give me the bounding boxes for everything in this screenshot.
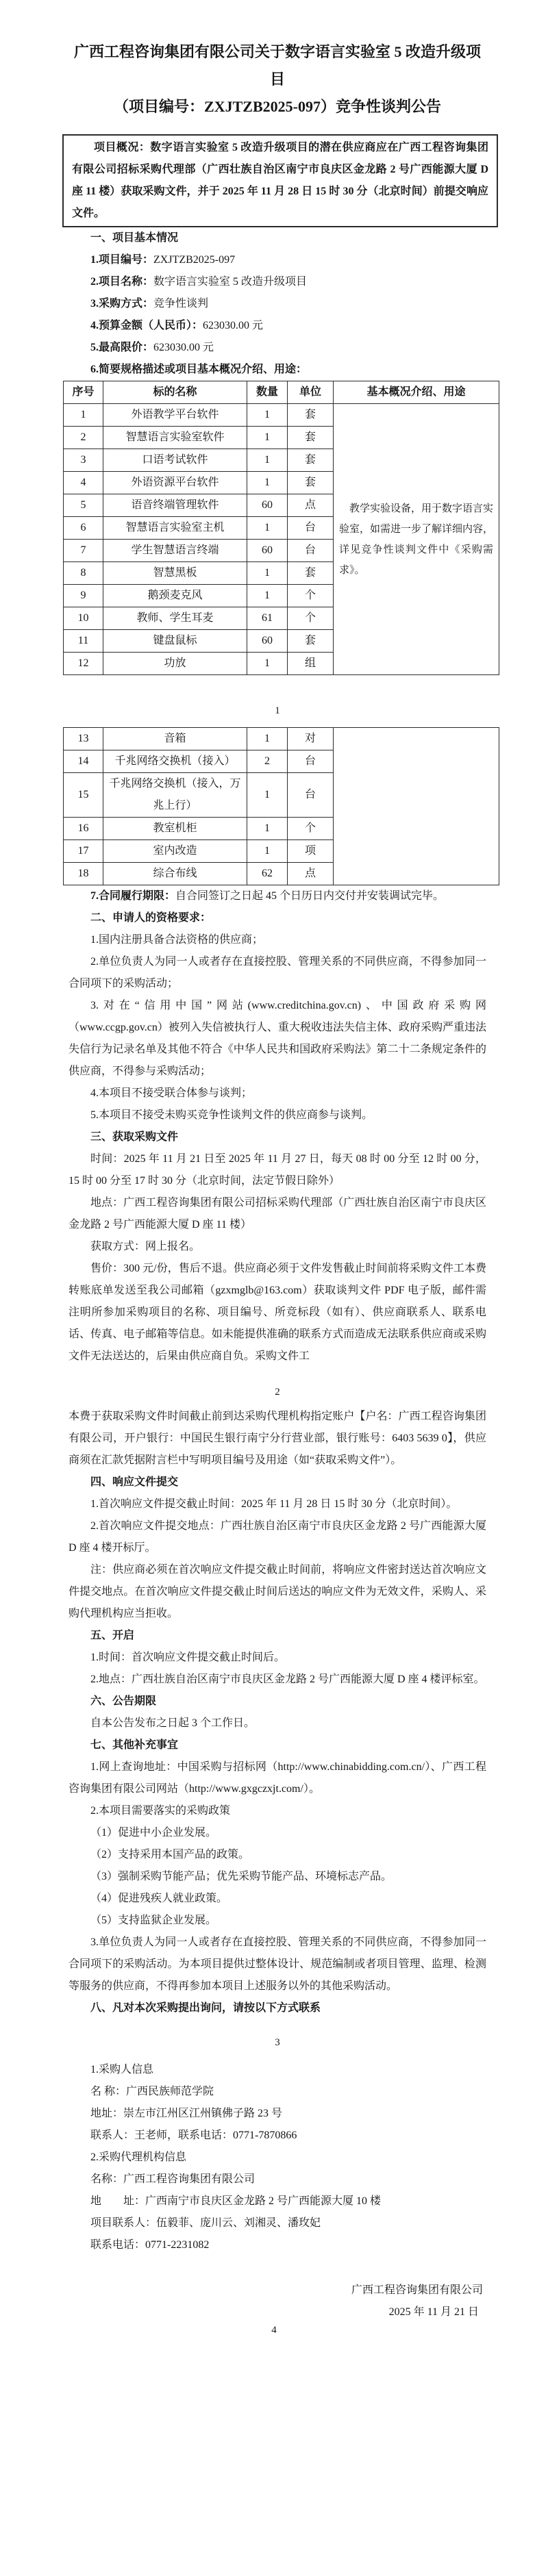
cell-qty: 1 [247, 517, 288, 540]
budget-value: 623030.00 元 [203, 320, 264, 331]
policy-item: （3）强制采购节能产品；优先采购节能产品、环境标志产品。 [90, 1871, 393, 1882]
cell-unit: 套 [288, 404, 334, 427]
procurement-method-line [68, 293, 486, 315]
cell-name: 教室机柜 [103, 818, 247, 840]
project-number-line [68, 249, 486, 271]
table-row [64, 404, 499, 427]
spec-intro-line [68, 359, 486, 381]
cell-name: 智慧语言实验室软件 [103, 427, 247, 449]
cell-qty: 60 [247, 540, 288, 562]
contract-term-line [68, 885, 486, 907]
goods-table-part2 [63, 727, 499, 885]
page-number-1: 1 [275, 705, 280, 716]
cell-qty: 1 [247, 472, 288, 494]
table-row [64, 728, 499, 750]
overview-body: 数字语言实验室 5 改造升级项目的潜在供应商应在广西工程咨询集团有限公司招标采购代理部（广西壮族自治区南宁市良庆区金龙路 2 号广西能源大厦 D 座 11 楼）获取采购文件，并于 2025 年 11 月 28 日 15 时 30 分（北京时间）前提交响应文件。 [72, 142, 488, 219]
response-place-line: 2.首次响应文件提交地点：广西壮族自治区南宁市良庆区金龙路 2 号广西能源大厦 D 座 4 楼开标厅。 [68, 1520, 486, 1554]
policy-item: （4）促进残疾人就业政策。 [90, 1893, 228, 1904]
cell-unit: 套 [288, 562, 334, 585]
cell-unit: 项 [288, 840, 334, 863]
col-header-no: 序号 [64, 381, 103, 404]
qualification-item: 1.国内注册具备合法资格的供应商； [90, 934, 264, 946]
section-5-heading: 五、开启 [90, 1630, 135, 1641]
cell-name: 千兆网络交换机（接入） [103, 750, 247, 773]
agent-name-line: 名称：广西工程咨询集团有限公司 [90, 2173, 256, 2185]
qualification-item: 2.单位负责人为同一人或者存在直接控股、管理关系的不同供应商，不得参加同一合同项下的采购活动； [68, 956, 486, 989]
signature-date: 2025 年 11 月 21 日 [388, 2306, 479, 2318]
cell-name: 鹅颈麦克风 [103, 585, 247, 607]
section-1-heading: 一、项目基本情况 [90, 232, 179, 244]
cell-name: 室内改造 [103, 840, 247, 863]
doc-title-line2: （项目编号：ZXJTZB2025-097）竞争性谈判公告 [114, 98, 441, 115]
agent-info-heading: 2.采购代理机构信息 [90, 2151, 187, 2163]
cell-unit: 套 [288, 630, 334, 653]
cell-name: 键盘鼠标 [103, 630, 247, 653]
page-number-3: 3 [275, 2037, 280, 2048]
policy-item: （2）支持采用本国产品的政策。 [90, 1849, 250, 1860]
cell-qty: 1 [247, 427, 288, 449]
price-cap-label: 5.最高限价： [90, 342, 154, 353]
cell-name: 功放 [103, 653, 247, 675]
announcement-period-line: 自本公告发布之日起 3 个工作日。 [90, 1717, 256, 1729]
section-3-heading: 三、获取采购文件 [90, 1131, 179, 1143]
project-name-line [68, 271, 486, 293]
cell-no: 14 [64, 750, 103, 773]
cell-unit: 对 [288, 728, 334, 750]
cell-name: 音箱 [103, 728, 247, 750]
doc-title [68, 38, 486, 121]
overview-label: 项目概况： [94, 142, 151, 153]
section-6-heading: 六、公告期限 [90, 1695, 157, 1707]
contract-term-label: 7.合同履行期限： [90, 890, 176, 902]
cell-name: 外语资源平台软件 [103, 472, 247, 494]
cell-name: 教师、学生耳麦 [103, 607, 247, 630]
project-name-value: 数字语言实验室 5 改造升级项目 [153, 276, 308, 288]
response-deadline-line: 1.首次响应文件提交截止时间：2025 年 11 月 28 日 15 时 30 分（北京时间）。 [90, 1498, 458, 1510]
cell-no: 13 [64, 728, 103, 750]
cell-no: 3 [64, 449, 103, 472]
cell-name: 综合布线 [103, 863, 247, 885]
cell-no: 18 [64, 863, 103, 885]
buyer-info-heading: 1.采购人信息 [90, 2064, 154, 2075]
project-overview-box [62, 134, 498, 227]
cell-qty: 2 [247, 750, 288, 773]
cell-no: 8 [64, 562, 103, 585]
cell-unit: 套 [288, 472, 334, 494]
section-4-heading: 四、响应文件提交 [90, 1476, 179, 1488]
qualification-item: 5.本项目不接受未购买竞争性谈判文件的供应商参与谈判。 [90, 1109, 373, 1121]
cell-unit: 台 [288, 773, 334, 818]
project-number-value: ZXJTZB2025-097 [153, 254, 236, 266]
qualification-item: 4.本项目不接受联合体参与谈判； [90, 1087, 253, 1099]
col-header-name: 标的名称 [103, 381, 247, 404]
doc-title-line1: 广西工程咨询集团有限公司关于数字语言实验室 5 改造升级项目 [73, 43, 481, 88]
col-header-qty: 数量 [247, 381, 288, 404]
document-price-line-part2: 本费于获取采购文件时间截止前到达采购代理机构指定账户【户名：广西工程咨询集团有限公司，开户银行：中国民生银行南宁分行营业部，银行账号：6403 5639 0】，供应商须在汇款凭据附言栏中写明项目编号及用途（如“获取采购文件”）。 [68, 1411, 486, 1466]
document-place-line: 地点：广西工程咨询集团有限公司招标采购代理部（广西壮族自治区南宁市良庆区金龙路 2 号广西能源大厦 D 座 11 楼） [68, 1197, 486, 1230]
opening-time-line: 1.时间：首次响应文件提交截止时间后。 [90, 1652, 286, 1663]
policy-item: （1）促进中小企业发展。 [90, 1827, 217, 1839]
restriction-line: 3.单位负责人为同一人或者存在直接控股、管理关系的不同供应商，不得参加同一合同项下的采购活动。为本项目提供过整体设计、规范编制或者项目管理、监理、检测等服务的供应商，不得再参加本项目上述服务以外的其他采购活动。 [68, 1936, 486, 1992]
project-overview-text [72, 137, 488, 225]
buyer-address-line: 地址：崇左市江州区江州镇佛子路 23 号 [90, 2108, 283, 2119]
cell-name: 语音终端管理软件 [103, 494, 247, 517]
cell-no: 17 [64, 840, 103, 863]
cell-qty: 1 [247, 728, 288, 750]
cell-qty: 1 [247, 585, 288, 607]
cell-unit: 点 [288, 863, 334, 885]
cell-qty: 60 [247, 630, 288, 653]
cell-qty: 1 [247, 449, 288, 472]
cell-no: 2 [64, 427, 103, 449]
cell-no: 11 [64, 630, 103, 653]
procurement-method-value: 竞争性谈判 [153, 298, 209, 310]
cell-name: 口语考试软件 [103, 449, 247, 472]
procurement-method-label: 3.采购方式： [90, 298, 154, 310]
col-header-usage: 基本概况介绍、用途 [334, 381, 499, 404]
qualification-item: 3.对在“信用中国”网站(www.creditchina.gov.cn)、中国政府采购网（www.ccgp.gov.cn）被列入失信被执行人、重大税收违法失信主体、政府采购严重违法失信行为记录名单及其他不符合《中华人民共和国政府采购法》第二十二条规定条件的供应商，不得参与采购活动； [68, 1000, 486, 1077]
usage-note-cell-empty [334, 728, 499, 885]
budget-line [68, 315, 486, 337]
buyer-contact-line: 联系人：王老师，联系电话：0771-7870866 [90, 2130, 297, 2141]
cell-unit: 点 [288, 494, 334, 517]
cell-name: 外语教学平台软件 [103, 404, 247, 427]
cell-qty: 1 [247, 653, 288, 675]
cell-qty: 1 [247, 818, 288, 840]
signature-company: 广西工程咨询集团有限公司 [351, 2284, 483, 2296]
page-number-4: 4 [271, 2325, 277, 2336]
budget-label: 4.预算金额（人民币）： [90, 320, 203, 331]
cell-no: 10 [64, 607, 103, 630]
col-header-unit: 单位 [288, 381, 334, 404]
document-time-line: 时间：2025 年 11 月 21 日至 2025 年 11 月 27 日，每天 08 时 00 分至 12 时 00 分，15 时 00 分至 17 时 30 分（北京时间，法定节假日除外） [68, 1153, 486, 1187]
section-8-heading: 八、凡对本次采购提出询问，请按以下方式联系 [90, 2002, 321, 2014]
goods-table-header [64, 381, 499, 404]
cell-no: 4 [64, 472, 103, 494]
cell-no: 9 [64, 585, 103, 607]
project-name-label: 2.项目名称： [90, 276, 154, 288]
cell-no: 16 [64, 818, 103, 840]
project-number-label: 1.项目编号： [90, 254, 154, 266]
cell-qty: 62 [247, 863, 288, 885]
cell-qty: 1 [247, 840, 288, 863]
cell-name: 智慧语言实验室主机 [103, 517, 247, 540]
document-method-line: 获取方式：网上报名。 [90, 1241, 201, 1252]
cell-name: 学生智慧语言终端 [103, 540, 247, 562]
policy-item: （5）支持监狱企业发展。 [90, 1915, 217, 1926]
cell-qty: 1 [247, 773, 288, 818]
cell-unit: 组 [288, 653, 334, 675]
cell-unit: 套 [288, 427, 334, 449]
response-note-line: 注：供应商必须在首次响应文件提交截止时间前，将响应文件密封送达首次响应文件提交地点。在首次响应文件提交截止时间后送达的响应文件为无效文件，采购人、采购代理机构应当拒收。 [68, 1564, 486, 1619]
usage-note-cell: 教学实验设备，用于数字语言实验室，如需进一步了解详细内容，详见竞争性谈判文件中《采购需求》。 [334, 404, 499, 675]
cell-qty: 60 [247, 494, 288, 517]
cell-no: 1 [64, 404, 103, 427]
buyer-name-line: 名 称：广西民族师范学院 [90, 2086, 214, 2097]
cell-unit: 个 [288, 607, 334, 630]
opening-place-line: 2.地点：广西壮族自治区南宁市良庆区金龙路 2 号广西能源大厦 D 座 4 楼评标室。 [90, 1674, 485, 1685]
cell-name: 智慧黑板 [103, 562, 247, 585]
cell-no: 5 [64, 494, 103, 517]
cell-name: 千兆网络交换机（接入，万兆上行） [103, 773, 247, 818]
cell-qty: 61 [247, 607, 288, 630]
price-cap-value: 623030.00 元 [153, 342, 214, 353]
cell-no: 12 [64, 653, 103, 675]
page-number-2: 2 [275, 1387, 280, 1398]
policy-intro-line: 2.本项目需要落实的采购政策 [90, 1805, 231, 1817]
section-7-heading: 七、其他补充事宜 [90, 1739, 179, 1751]
cell-qty: 1 [247, 404, 288, 427]
cell-unit: 个 [288, 585, 334, 607]
cell-qty: 1 [247, 562, 288, 585]
section-2-heading: 二、申请人的资格要求： [90, 912, 212, 924]
cell-unit: 台 [288, 517, 334, 540]
goods-table-part1 [63, 381, 499, 675]
contract-term-value: 自合同签订之日起 45 个日历日内交付并安装调试完毕。 [175, 890, 445, 902]
agent-phone-line: 联系电话：0771-2231082 [90, 2239, 210, 2251]
price-cap-line [68, 337, 486, 359]
agent-address-line: 地 址：广西南宁市良庆区金龙路 2 号广西能源大厦 10 楼 [90, 2195, 382, 2207]
cell-unit: 台 [288, 750, 334, 773]
cell-unit: 台 [288, 540, 334, 562]
signature-block [68, 2280, 486, 2323]
document-price-line-part1: 售价：300 元/份，售后不退。供应商必须于文件发售截止时间前将采购文件工本费转账底单发送至我公司邮箱（gzxmglb@163.com）获取谈判文件 PDF 电子版，邮件需注明所参加采购项目的名称、项目编号、所竞标段（如有）、供应商联系人、联系电话、传真、电子邮箱等信息。如未能提供准确的联系方式而造成无法联系供应商或采购文件无法送达的，后果由供应商自负。采购文件工 [68, 1263, 486, 1362]
spec-intro-label: 6.简要规格描述或项目基本概况介绍、用途： [90, 364, 308, 375]
online-query-line: 1.网上查询地址：中国采购与招标网（http://www.chinabidding.com.cn/）、广西工程咨询集团有限公司网站（http://www.gxgczxjt.com/）。 [68, 1761, 486, 1795]
cell-no: 6 [64, 517, 103, 540]
cell-unit: 套 [288, 449, 334, 472]
agent-contact-line: 项目联系人：伍毅菲、庞川云、刘湘灵、潘玫妃 [90, 2217, 321, 2229]
cell-unit: 个 [288, 818, 334, 840]
cell-no: 7 [64, 540, 103, 562]
cell-no: 15 [64, 773, 103, 818]
